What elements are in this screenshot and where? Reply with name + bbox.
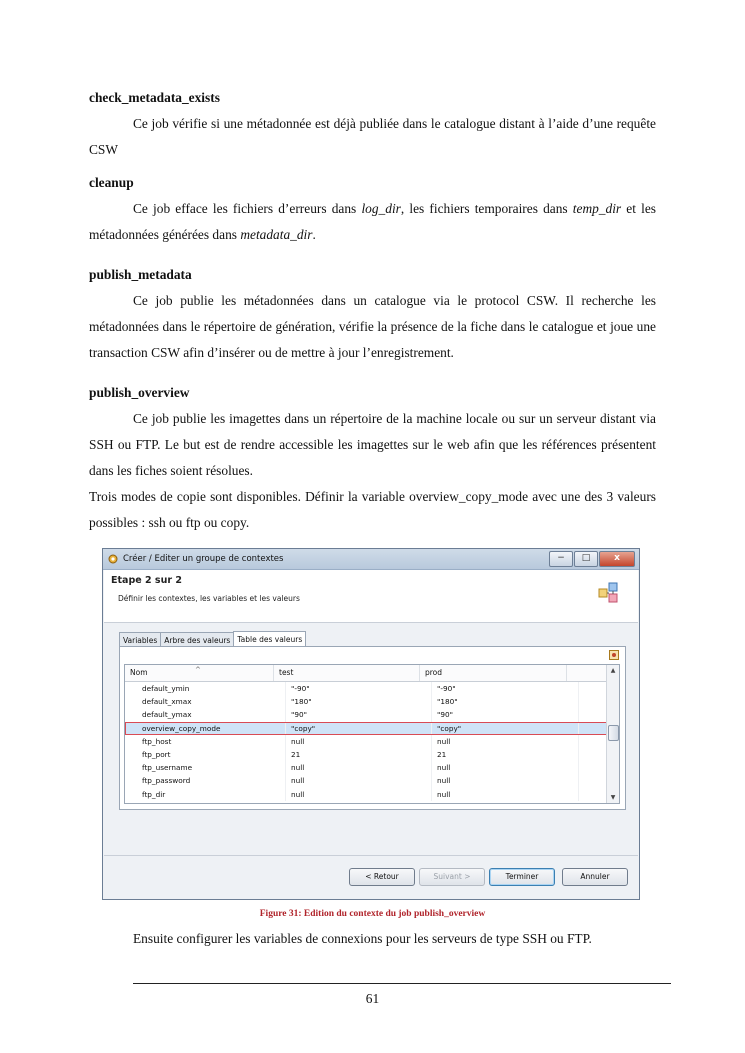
close-button[interactable]: x [599, 551, 635, 567]
back-button[interactable]: < Retour [349, 868, 415, 886]
wizard-header [104, 570, 638, 623]
table-row[interactable] [125, 695, 619, 708]
cell-prod[interactable]: "-90" [432, 682, 579, 695]
sort-caret-icon: ^ [195, 666, 201, 674]
footer-rule [133, 983, 671, 984]
step-subtitle: Définir les contextes, les variables et les valeurs [118, 594, 300, 603]
cell-test[interactable]: "90" [286, 708, 432, 721]
tab-panel [119, 646, 626, 810]
paragraph: Ce job publie les métadonnées dans un catalogue via le protocol CSW. Il recherche les métadonnées dans le répertoire de génération, vérifie la présence de la fiche dans le catalogue et joue une transaction CSW afin d’insérer ou de mettre à jour l’enregistrement. [89, 293, 656, 360]
cell-name: default_ymin [125, 682, 286, 695]
figure-caption: Figure 31: Edition du contexte du job publish_overview [259, 909, 486, 919]
context-dialog-window [102, 548, 640, 900]
section-after-figure [89, 926, 656, 952]
paragraph: Ce job vérifie si une métadonnée est déjà publiée dans le catalogue distant à l’aide d’une requête CSW [89, 116, 656, 157]
cell-prod[interactable]: null [432, 788, 579, 801]
table-row[interactable] [125, 774, 619, 787]
maximize-button[interactable]: □ [574, 551, 598, 567]
paragraph: Ce job publie les imagettes dans un répertoire de la machine locale ou sur un serveur distant via SSH ou FTP. Le but est de rendre accessible les imagettes sur le web afin que les références présentent dans les fiches soient résolues. [89, 411, 656, 478]
configure-icon[interactable] [609, 650, 619, 660]
window-titlebar[interactable] [103, 549, 639, 570]
cell-prod[interactable]: "copy" [432, 722, 579, 735]
step-title: Etape 2 sur 2 [111, 575, 182, 586]
cell-test[interactable]: null [286, 774, 432, 787]
context-group-icon [596, 580, 622, 606]
table-row[interactable] [125, 735, 619, 748]
section-title: check_metadata_exists [89, 90, 220, 105]
cell-test[interactable]: "180" [286, 695, 432, 708]
paragraph: Ce job efface les fichiers d’erreurs dans log_dir, les fichiers temporaires dans temp_dir et les métadonnées générées dans metadata_dir. [89, 201, 656, 242]
section-publish-overview [89, 380, 656, 536]
scroll-down-icon[interactable]: ▼ [610, 794, 616, 801]
next-button[interactable]: Suivant > [419, 868, 485, 886]
paragraph: Trois modes de copie sont disponibles. Définir la variable overview_copy_mode avec une des 3 valeurs possibles : ssh ou ftp ou copy. [89, 489, 656, 530]
paragraph: Ensuite configurer les variables de connexions pour les serveurs de type SSH ou FTP. [133, 931, 592, 946]
app-icon [107, 553, 119, 565]
cell-prod[interactable]: "90" [432, 708, 579, 721]
section-title: publish_metadata [89, 267, 192, 282]
cell-name: default_ymax [125, 708, 286, 721]
cell-prod[interactable]: null [432, 761, 579, 774]
cell-test[interactable]: null [286, 735, 432, 748]
table-row[interactable] [125, 708, 619, 721]
cell-test[interactable]: null [286, 788, 432, 801]
finish-button[interactable]: Terminer [489, 868, 555, 886]
cell-name: ftp_dir [125, 788, 286, 801]
cell-test[interactable]: 21 [286, 748, 432, 761]
window-title: Créer / Editer un groupe de contextes [123, 554, 284, 564]
section-cleanup [89, 170, 656, 248]
scrollbar-thumb[interactable] [608, 725, 619, 741]
section-title: publish_overview [89, 385, 190, 400]
cell-prod[interactable]: null [432, 735, 579, 748]
cell-prod[interactable]: null [432, 774, 579, 787]
cell-name: overview_copy_mode [125, 722, 286, 735]
table-row[interactable] [125, 761, 619, 774]
vertical-scrollbar[interactable] [606, 665, 619, 803]
window-controls [549, 551, 635, 567]
footer-divider [104, 855, 638, 856]
cell-prod[interactable]: "180" [432, 695, 579, 708]
page-number: 61 [365, 991, 380, 1006]
cell-name: ftp_host [125, 735, 286, 748]
cell-name: ftp_password [125, 774, 286, 787]
cell-prod[interactable]: 21 [432, 748, 579, 761]
column-header-nom[interactable]: Nom ^ [125, 665, 274, 681]
minimize-button[interactable]: − [549, 551, 573, 567]
table-body [125, 682, 619, 801]
table-row-selected[interactable] [125, 722, 619, 735]
table-row[interactable] [125, 788, 619, 801]
tab-arbre-des-valeurs[interactable]: Arbre des valeurs [160, 632, 234, 648]
section-check-metadata [89, 85, 656, 163]
values-table [124, 664, 620, 804]
cell-test[interactable]: "-90" [286, 682, 432, 695]
column-header-prod[interactable]: prod [420, 665, 567, 681]
cell-test[interactable]: null [286, 761, 432, 774]
scroll-up-icon[interactable]: ▲ [610, 667, 616, 674]
section-title: cleanup [89, 175, 134, 190]
section-publish-metadata [89, 262, 656, 366]
cell-test[interactable]: "copy" [286, 722, 432, 735]
table-row[interactable] [125, 748, 619, 761]
tab-table-des-valeurs[interactable]: Table des valeurs [233, 631, 306, 648]
tab-variables[interactable]: Variables [119, 632, 161, 648]
table-row[interactable] [125, 682, 619, 695]
column-header-test[interactable]: test [274, 665, 420, 681]
cell-name: ftp_username [125, 761, 286, 774]
cell-name: ftp_port [125, 748, 286, 761]
cell-name: default_xmax [125, 695, 286, 708]
table-header [125, 665, 619, 682]
cancel-button[interactable]: Annuler [562, 868, 628, 886]
